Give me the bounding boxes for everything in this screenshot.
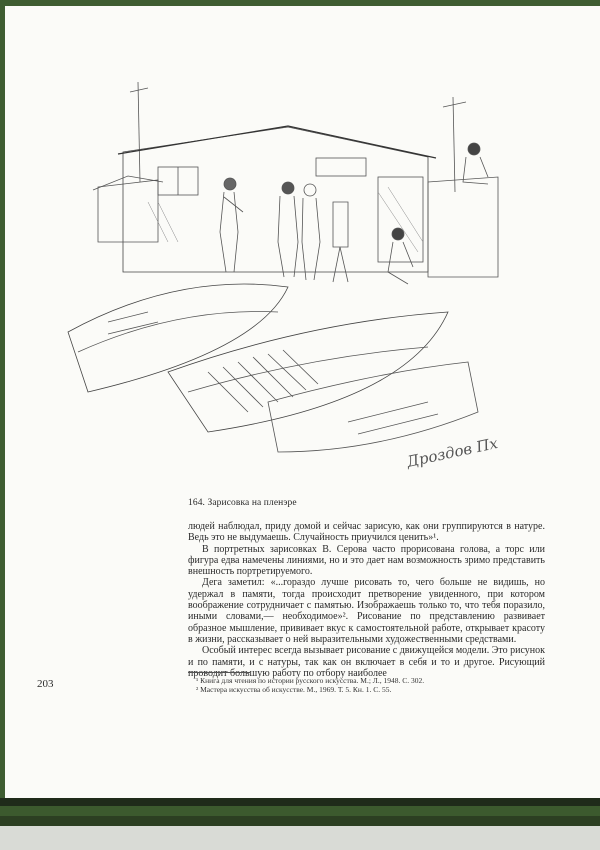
figure-caption: 164. Зарисовка на пленэре (188, 498, 297, 508)
footnote: ¹ Книга для чтения по истории русского искусства. М.; Л., 1948. С. 302. (196, 676, 425, 685)
footnote-divider (188, 672, 250, 673)
artist-signature: Дроздов Пх (405, 434, 500, 471)
body-text (188, 521, 545, 679)
footnote: ² Мастера искусства об искусстве. М., 1969. Т. 5. Кн. 1. С. 55. (196, 685, 392, 694)
paragraph: Особый интерес всегда вызывает рисование с движущейся модели. Это рисунок и по памяти, и с натуры, так как он включает в себя и то и другое. Рисующий проводит большую работу по отбору наиболее (188, 645, 545, 679)
footnotes (196, 676, 536, 694)
page-number: 203 (37, 678, 54, 690)
paragraph: Дега заметил: «...гораздо лучше рисовать то, чего больше не видишь, но удержал в памяти, тогда происходит претворение увиденного, при котором воображение сотрудничает с памятью. Изображаешь только то, что тебя поразило, иными словами,— необходимое»². Рисование по представлению развивает образное мышление, прививает вкус к самостоятельной работе, открывает красоту в жизни, рассказывает о ней выразительными художественными средствами. (188, 577, 545, 645)
sketch-illustration (48, 72, 548, 492)
paragraph: В портретных зарисовках В. Серова часто прорисована голова, а торс или фигура едва намечены линиями, но и это дает нам возможность зримо представить внешность портретируемого. (188, 543, 545, 578)
paragraph: людей наблюдал, приду домой и сейчас зарисую, как они группируются в натуре. Ведь это не выдумаешь. Случайность приучился ценить»¹. (188, 521, 545, 544)
book-edge (0, 798, 600, 850)
